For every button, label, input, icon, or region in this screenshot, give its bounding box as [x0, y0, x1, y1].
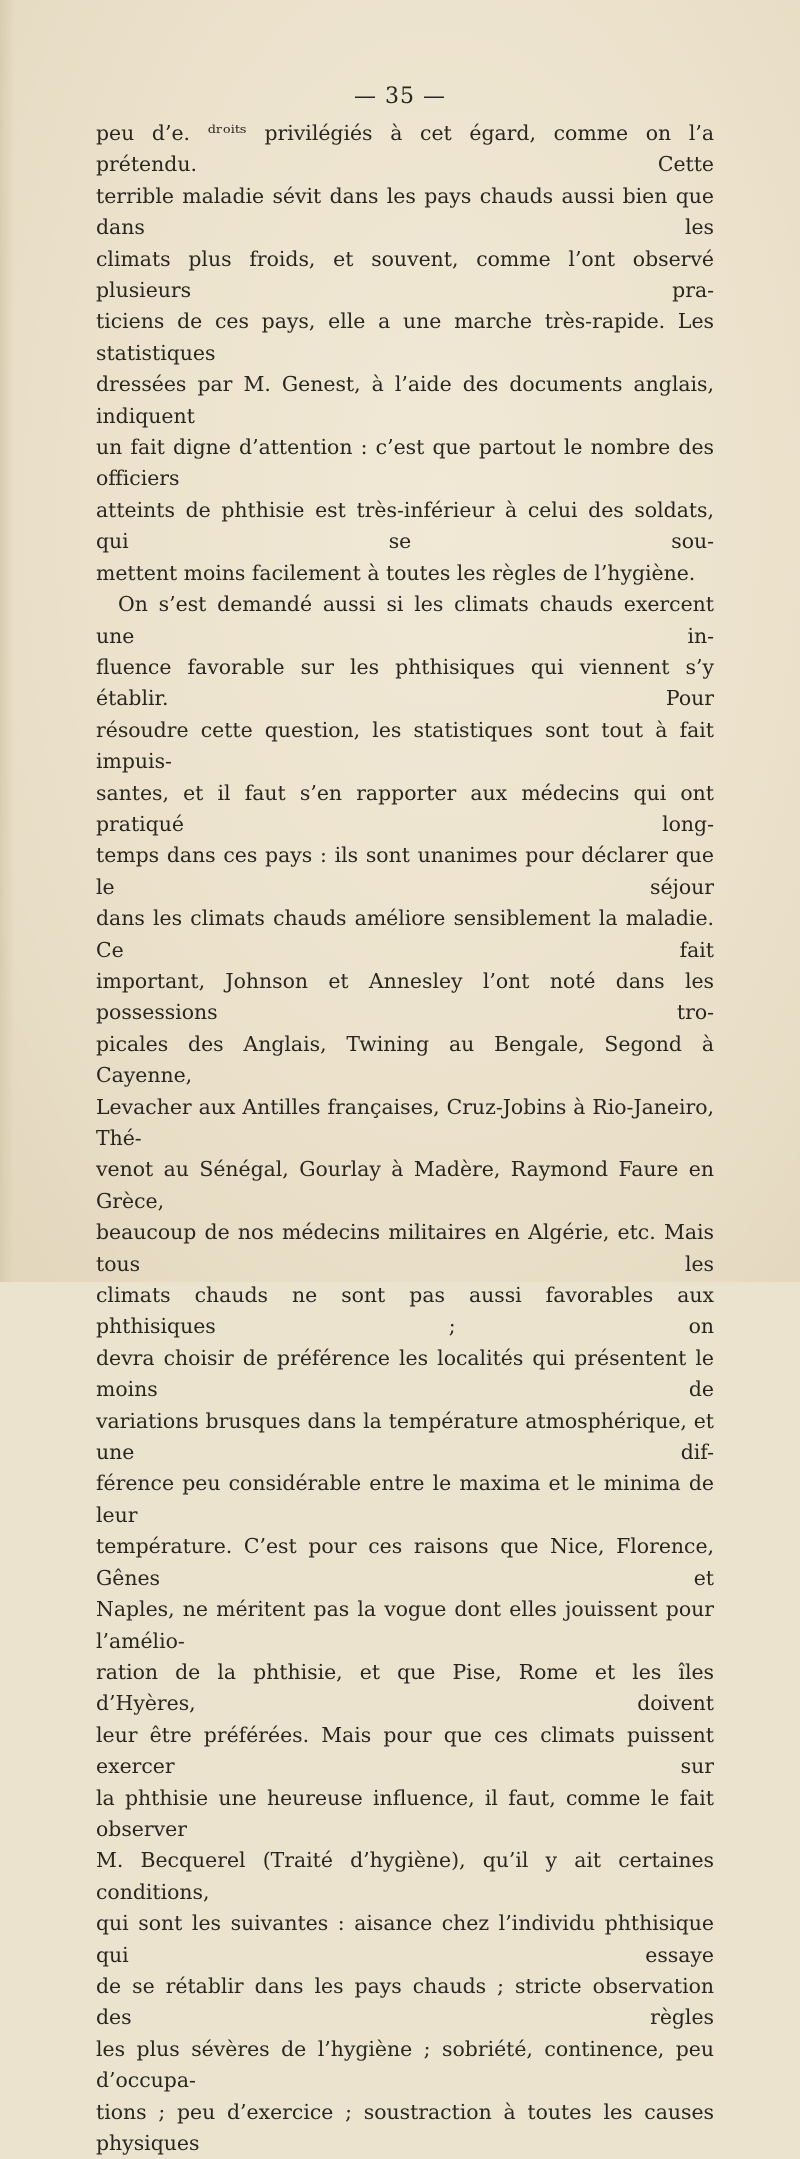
text-line: Levacher aux Antilles françaises, Cruz-Jobins à Rio-Janeiro, Thé-	[96, 1094, 714, 1150]
text-line: tions ; peu d’exercice ; soustraction à toutes les causes physiques	[96, 2099, 714, 2155]
text-line: un fait digne d’attention : c’est que partout le nombre des officiers	[96, 435, 714, 491]
text-line: les plus sévères de l’hygiène ; sobriété, continence, peu d’occupa-	[96, 2036, 714, 2093]
page-number: — 35 —	[354, 84, 446, 109]
text-line: mettent moins facilement à toutes les règles de l’hygiène.	[96, 560, 696, 585]
text-line: beaucoup de nos médecins militaires en Algérie, etc. Mais tous les	[96, 1220, 714, 1276]
text-line: fluence favorable sur les phthisiques qui viennent s’y établir. Pour	[96, 654, 714, 711]
body-text	[96, 118, 714, 2159]
text-line: santes, et il faut s’en rapporter aux médecins qui ont pratiqué long-	[96, 780, 714, 836]
text-line: important, Johnson et Annesley l’ont noté dans les possessions tro-	[96, 968, 714, 1025]
text-line: température. C’est pour ces raisons que Nice, Florence, Gênes et	[96, 1534, 714, 1590]
text-line: M. Becquerel (Traité d’hygiène), qu’il y ait certaines conditions,	[96, 1848, 714, 1904]
text-line: de se rétablir dans les pays chauds ; stricte observation des règles	[96, 1973, 714, 2030]
text-line: férence peu considérable entre le maxima et le minima de leur	[96, 1471, 714, 1527]
text-line: la phthisie une heureuse influence, il faut, comme le fait observer	[96, 1785, 714, 1841]
text-line: dans les climats chauds améliore sensiblement la maladie. Ce fait	[96, 906, 714, 962]
text-line: temps dans ces pays : ils sont unanimes pour déclarer que le séjour	[96, 843, 714, 899]
text-line: résoudre cette question, les statistiques sont tout à fait impuis-	[96, 717, 714, 774]
text-line: ration de la phthisie, et que Pise, Rome et les îles d’Hyères, doivent	[96, 1659, 714, 1716]
text-line: climats chauds ne sont pas aussi favorables aux phthisiques ; on	[96, 1283, 714, 1339]
binding-edge	[0, 0, 14, 1282]
text-line: qui sont les suivantes : aisance chez l’individu phthisique qui essaye	[96, 1911, 714, 1967]
text-line: ticiens de ces pays, elle a une marche très-rapide. Les statistiques	[96, 309, 714, 365]
text-line: devra choisir de préférence les localités qui présentent le moins de	[96, 1345, 714, 1402]
text-line: venot au Sénégal, Gourlay à Madère, Raymond Faure en Grèce,	[96, 1157, 714, 1213]
text-line: Naples, ne méritent pas la vogue dont elles jouissent pour l’amélio-	[96, 1597, 714, 1653]
text-line: climats plus froids, et souvent, comme l’ont observé plusieurs pra-	[96, 246, 714, 303]
text-line: picales des Anglais, Twining au Bengale, Segond à Cayenne,	[96, 1031, 714, 1088]
text-line: dressées par M. Genest, à l’aide des documents anglais, indiquent	[96, 372, 714, 428]
text-line: atteints de phthisie est très-inférieur à celui des soldats, qui se sou-	[96, 497, 714, 554]
text-line: peu d’e. ᵈʳᵒⁱᵗˢ privilégiés à cet égard, comme on l’a prétendu. Cette	[96, 121, 714, 177]
text-line: On s’est demandé aussi si les climats chauds exercent une in-	[96, 592, 714, 648]
text-line: leur être préférées. Mais pour que ces climats puissent exercer sur	[96, 1722, 714, 1779]
text-line: terrible maladie sévit dans les pays chauds aussi bien que dans les	[96, 183, 714, 240]
text-line: variations brusques dans la température atmosphérique, et une dif-	[96, 1408, 714, 1465]
